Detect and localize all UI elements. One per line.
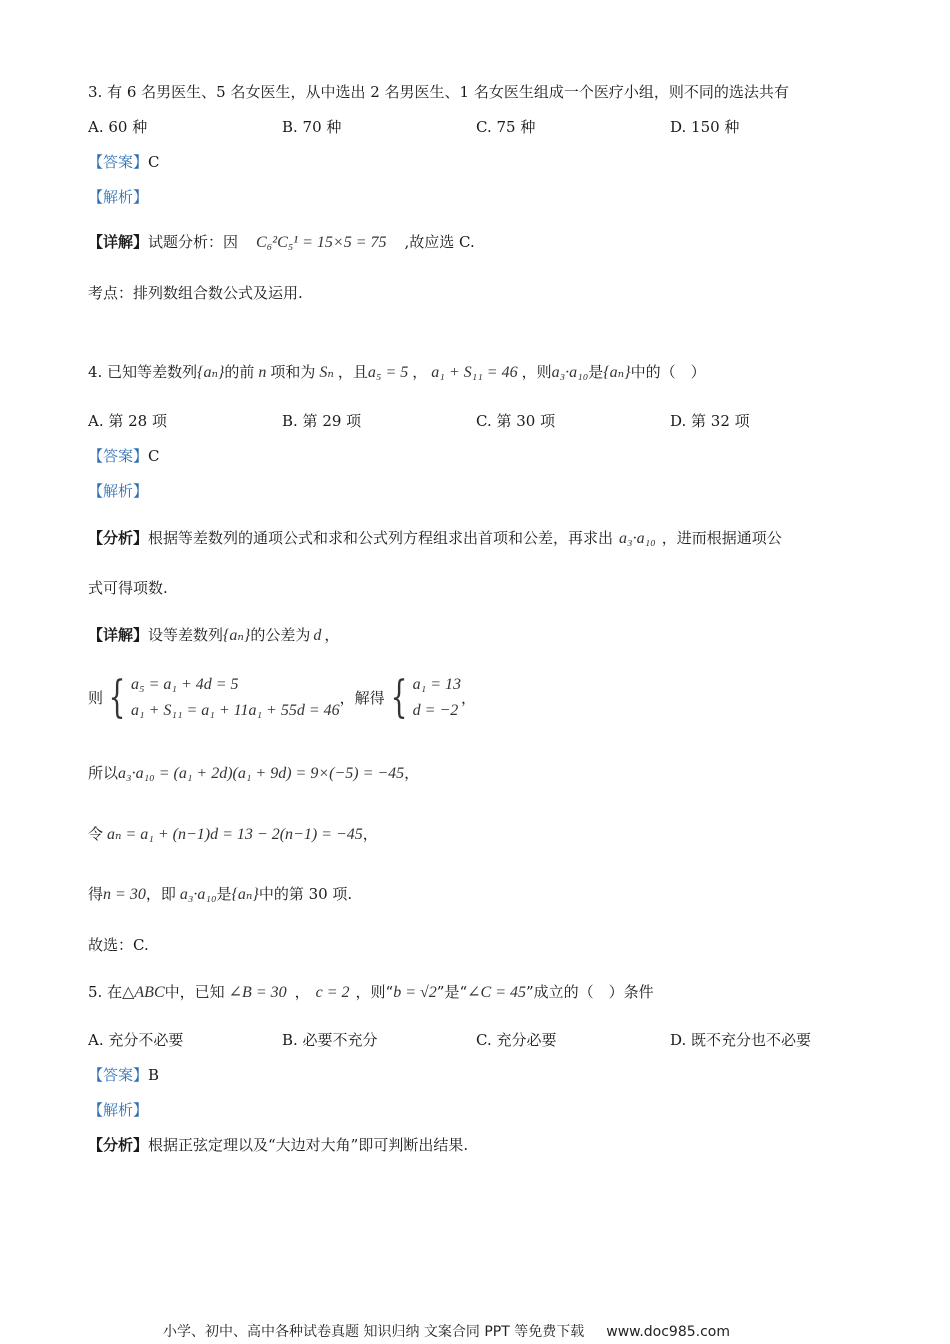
answer-value: B	[148, 1066, 160, 1084]
equation: a₁ = 13	[412, 676, 461, 693]
q3-answer-line	[88, 152, 160, 172]
q4-stem-part: 4. 已知等差数列	[88, 363, 198, 381]
answer-tag: 【答案】	[88, 153, 149, 171]
detail-text: 的公差为	[250, 626, 311, 644]
angle-b: ∠B = 30	[228, 984, 287, 1001]
detail-text: 所以	[88, 764, 119, 782]
seq-an: {aₙ}	[197, 364, 225, 381]
side-b: b = √2	[393, 984, 437, 1001]
fenxi-text: 根据正弦定理以及“大边对大角”即可判断出结果.	[148, 1136, 469, 1154]
q4-option-c: C. 第 30 项	[476, 412, 556, 430]
equation-system-1	[131, 672, 340, 724]
q4-fenxi-line2: 式可得项数.	[88, 579, 168, 597]
left-brace-icon: {	[108, 672, 126, 723]
cond-a5: a₅ = 5	[367, 364, 409, 381]
q5-stem	[88, 982, 654, 1003]
q5-fenxi-line	[88, 1135, 468, 1155]
q5-option-a: A. 充分不必要	[88, 1031, 184, 1049]
q5-stem-part: 中，已知	[164, 983, 225, 1001]
q5-stem-part: ，	[294, 983, 310, 1001]
answer-tag: 【答案】	[88, 1066, 149, 1084]
left-brace-icon: {	[390, 672, 408, 723]
fenxi-tag: 【分析】	[88, 1136, 149, 1154]
q5-option-c: C. 充分必要	[476, 1031, 557, 1049]
q3-option-b: B. 70 种	[282, 118, 342, 136]
q4-stem-part: 中的（ ）	[630, 363, 706, 381]
footer-url[interactable]: www.doc985.com	[606, 1324, 730, 1340]
q4-stem-part: 项和为	[270, 363, 316, 381]
calc-formula: a₃·a₁₀ = (a₁ + 2d)(a₁ + 9d) = 9×(−5) = −45	[118, 765, 405, 782]
q4-stem-part: 是	[588, 363, 604, 381]
detail-text: 中的第 30 项.	[258, 885, 353, 903]
q5-option-b: B. 必要不充分	[282, 1031, 378, 1049]
q3-option-a: A. 60 种	[88, 118, 148, 136]
detail-tag: 【详解】	[88, 233, 149, 251]
seq-an: {aₙ}	[231, 886, 259, 903]
detail-text: ，	[461, 689, 477, 707]
q5-stem-part: ”成立的（ ）条件	[526, 983, 654, 1001]
detail-text: 是	[216, 885, 232, 903]
q3-stem: 3. 有 6 名男医生、5 名女医生，从中选出 2 名男医生、1 名女医生组成一个医疗小组，则不同的选法共有	[88, 83, 789, 101]
q3-detail-line	[88, 232, 475, 253]
detail-conclusion: ,故应选 C.	[404, 233, 475, 251]
equation: a₅ = a₁ + 4d = 5	[131, 676, 239, 693]
detail-text: 则	[88, 689, 104, 707]
cond-a1-s11: a₁ + S₁₁ = 46	[431, 364, 518, 381]
answer-value: C	[148, 153, 160, 171]
q4-stem-part: 的前	[224, 363, 255, 381]
q4-stem	[88, 362, 706, 383]
an-formula: aₙ = a₁ + (n−1)d = 13 − 2(n−1) = −45	[107, 826, 363, 843]
combination-formula: C₆²C₅¹ = 15×5 = 75	[256, 234, 387, 251]
q4-stem-part: ，	[412, 363, 428, 381]
detail-text: ，	[362, 825, 378, 843]
q4-guxuan: 故选：C.	[88, 936, 149, 954]
var-n: n	[258, 364, 267, 381]
equation-system-2	[413, 672, 461, 724]
q4-detail-line1	[88, 625, 339, 646]
prod-a3-a10: a₃·a₁₀	[619, 530, 656, 547]
var-d: d	[313, 627, 322, 644]
equation: a₁ + S₁₁ = a₁ + 11a₁ + 55d = 46	[131, 702, 340, 719]
q4-option-d: D. 第 32 项	[670, 412, 750, 430]
q4-stem-part: ，则	[521, 363, 552, 381]
analysis-tag: 【解析】	[88, 482, 149, 500]
analysis-tag: 【解析】	[88, 188, 149, 206]
detail-text: ，即	[145, 885, 176, 903]
q5-stem-part: 5. 在	[88, 983, 123, 1001]
q5-answer-line	[88, 1065, 159, 1085]
q4-option-a: A. 第 28 项	[88, 412, 167, 430]
q4-result-line	[88, 884, 352, 905]
var-sn: Sₙ	[319, 364, 334, 381]
detail-text: ，	[404, 764, 420, 782]
footer-text: 小学、初中、高中各种试卷真题 知识归纳 文案合同 PPT 等免费下载	[163, 1324, 585, 1340]
triangle-abc: △ABC	[122, 984, 165, 1001]
side-c: c = 2	[315, 984, 350, 1001]
q5-stem-part: ，则“	[355, 983, 394, 1001]
q3-option-c: C. 75 种	[476, 118, 536, 136]
q5-option-d: D. 既不充分也不必要	[670, 1031, 812, 1049]
q4-option-b: B. 第 29 项	[282, 412, 362, 430]
detail-tag: 【详解】	[88, 626, 149, 644]
footer	[163, 1322, 730, 1342]
prod-a3-a10: a₃·a₁₀	[551, 364, 589, 381]
detail-text: ，	[324, 626, 340, 644]
q3-option-d: D. 150 种	[670, 118, 740, 136]
analysis-tag: 【解析】	[88, 1101, 149, 1119]
n-equals-30: n = 30	[103, 886, 146, 903]
q4-an-line	[88, 824, 378, 845]
prod-a3-a10: a₃·a₁₀	[179, 886, 217, 903]
equation: d = −2	[412, 702, 459, 719]
angle-c: ∠C = 45	[467, 984, 527, 1001]
answer-value: C	[148, 447, 160, 465]
q5-stem-part: ”是“	[436, 983, 468, 1001]
detail-text: ，解得	[339, 689, 385, 707]
answer-tag: 【答案】	[88, 447, 149, 465]
fenxi-text: ，进而根据通项公	[661, 529, 782, 547]
q4-fenxi-line1	[88, 528, 782, 549]
q3-kaodian: 考点：排列数组合数公式及运用.	[88, 284, 303, 302]
q4-system-line	[88, 672, 476, 724]
detail-text: 令	[88, 825, 104, 843]
fenxi-tag: 【分析】	[88, 529, 149, 547]
detail-text: 试题分析：因	[148, 233, 239, 251]
detail-text: 设等差数列	[148, 626, 224, 644]
seq-an: {aₙ}	[603, 364, 631, 381]
q4-answer-line	[88, 446, 160, 466]
fenxi-text: 根据等差数列的通项公式和求和公式列方程组求出首项和公差，再求出	[148, 529, 614, 547]
seq-an: {aₙ}	[223, 627, 251, 644]
detail-text: 得	[88, 885, 104, 903]
q4-calc-line	[88, 763, 419, 784]
q4-stem-part: ，且	[337, 363, 368, 381]
